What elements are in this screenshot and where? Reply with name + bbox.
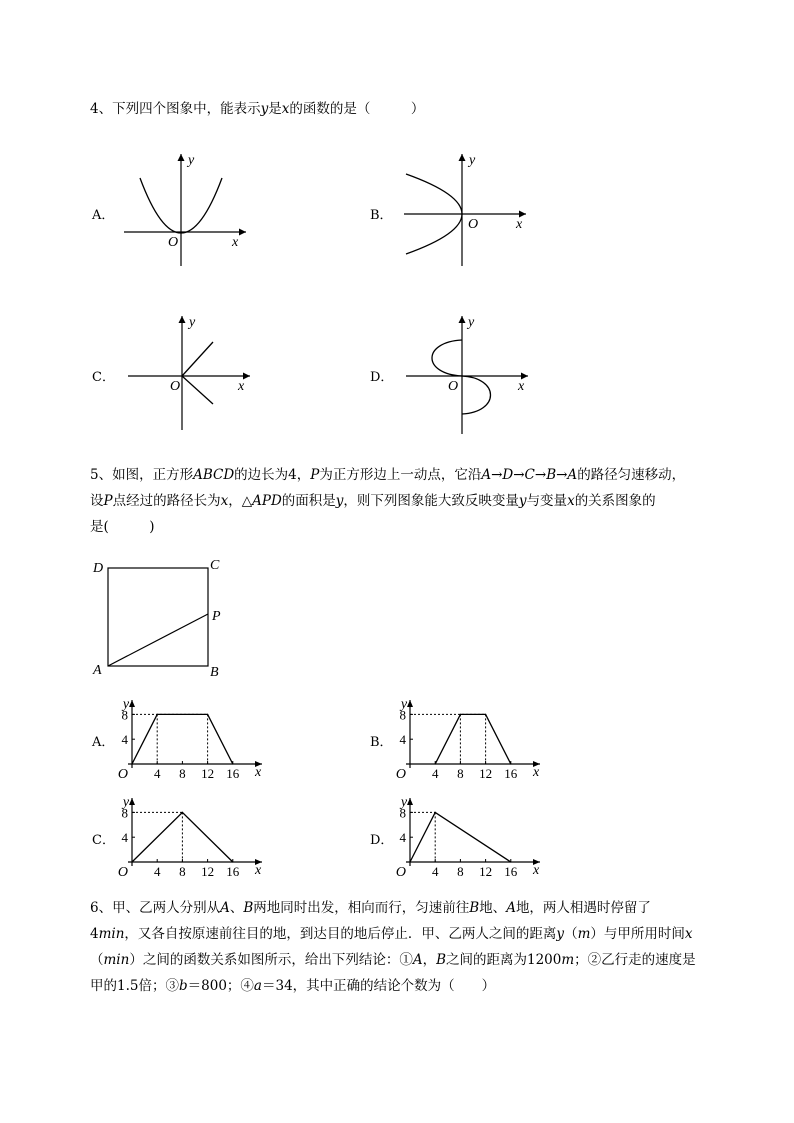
y-axis-label: y — [122, 795, 130, 810]
vertex-d-label: D — [93, 561, 104, 576]
x-axis-label: x — [533, 765, 540, 780]
data-point-1 — [157, 714, 158, 715]
q4-option-b-label: B． — [370, 208, 393, 223]
data-point-0 — [409, 861, 410, 862]
data-point-0 — [131, 861, 132, 862]
y-axis-arrow — [178, 154, 185, 161]
q5-square-figure — [88, 556, 228, 680]
x-tick-label-8: 8 — [457, 766, 464, 781]
segment-ap — [108, 614, 208, 666]
x-tick-label-8: 8 — [179, 864, 186, 879]
q5-chart-b — [390, 696, 550, 782]
x-tick-label-12: 12 — [201, 864, 215, 879]
x-axis-label: x — [255, 863, 262, 878]
question-4-stem: 4、下列四个图象中，能表示y是x的函数的是（ ） — [90, 101, 425, 117]
vertex-b-label: B — [210, 665, 219, 680]
x-axis-label: x — [255, 765, 262, 780]
q6-line-4: 甲的1.5倍；③b＝800；④a＝34，其中正确的结论个数为（ ） — [90, 978, 496, 994]
origin-label: O — [448, 379, 459, 394]
q6-line-3: （min）之间的函数关系如图所示，给出下列结论：①A，B之间的距离为1200m；②乙行走的速度是 — [90, 952, 696, 968]
y-tick-label-8: 8 — [399, 805, 406, 821]
q5-line-2: 设P点经过的路径长为x，△APD的面积是y，则下列图象能大致反映变量y与变量x的关系图象的 — [90, 493, 656, 509]
x-tick-label-4: 4 — [153, 766, 161, 781]
data-point-1 — [435, 812, 436, 813]
q4-option-a-label: A． — [92, 208, 115, 223]
q5-chart-c — [112, 794, 272, 880]
y-tick-label-4: 4 — [399, 830, 406, 846]
vertex-a-label: A — [93, 663, 102, 678]
y-axis-arrow — [459, 316, 466, 323]
y-axis-arrow — [407, 700, 413, 707]
question-5-stem — [90, 462, 750, 540]
origin-label: O — [117, 767, 128, 782]
data-point-2 — [207, 714, 208, 715]
x-axis-arrow — [239, 229, 246, 236]
y-axis-arrow — [407, 798, 413, 805]
x-tick-label-4: 4 — [153, 864, 161, 879]
q6-number: 6、 — [90, 900, 113, 916]
y-axis-arrow — [459, 154, 466, 161]
q5-chart-d — [390, 794, 550, 880]
y-axis-label: y — [122, 697, 130, 712]
y-tick-label-4: 4 — [399, 732, 406, 748]
x-tick-label-4: 4 — [431, 766, 439, 781]
origin-label: O — [395, 865, 406, 880]
x-tick-label-4: 4 — [431, 864, 439, 879]
q5-line-1: 5、如图，正方形ABCD的边长为4，P为正方形边上一动点，它沿A→D→C→B→A的路径匀速移动， — [90, 467, 686, 483]
x-tick-label-8: 8 — [457, 864, 464, 879]
x-tick-label-12: 12 — [479, 864, 493, 879]
x-tick-label-12: 12 — [201, 766, 215, 781]
series-line — [410, 812, 511, 862]
x-tick-label-8: 8 — [179, 766, 186, 781]
q5-number: 5、 — [90, 467, 113, 483]
q6-line-2: 4min，又各自按原速前往目的地，到达目的地后停止．甲、乙两人之间的距离y（m）与甲所用时间x — [90, 926, 693, 942]
q5-line-3: 是( ) — [90, 519, 155, 535]
origin-label: O — [395, 767, 406, 782]
y-axis-label: y — [400, 697, 408, 712]
lower-ray — [182, 376, 213, 404]
q4-graph-b — [400, 148, 530, 268]
x-axis-label: x — [518, 379, 525, 394]
q5-option-d-label: D． — [370, 833, 394, 848]
data-point-0 — [131, 763, 132, 764]
s-curve — [432, 340, 491, 414]
q4-graph-a — [120, 148, 250, 268]
y-axis-arrow — [179, 316, 186, 323]
q5-option-b-label: B． — [370, 735, 393, 750]
x-tick-label-16: 16 — [504, 864, 518, 879]
y-axis-label: y — [400, 795, 408, 810]
q4-graph-d — [402, 312, 532, 437]
x-tick-label-12: 12 — [479, 766, 493, 781]
q4-option-c-label: C． — [92, 370, 115, 385]
origin-label: O — [170, 379, 181, 394]
y-axis-label: y — [468, 315, 475, 330]
x-axis-label: x — [533, 863, 540, 878]
data-point-0 — [435, 763, 436, 764]
vertex-c-label: C — [210, 558, 220, 573]
upper-ray — [182, 342, 213, 376]
x-axis-label: x — [238, 379, 245, 394]
x-tick-label-16: 16 — [226, 766, 240, 781]
y-tick-label-4: 4 — [121, 732, 128, 748]
q5-option-c-label: C． — [92, 833, 115, 848]
y-axis-label: y — [188, 153, 195, 168]
point-p-label: P — [212, 609, 221, 624]
series-line — [435, 714, 511, 764]
data-point-1 — [460, 714, 461, 715]
data-point-2 — [510, 861, 511, 862]
question-6-stem — [90, 895, 750, 999]
y-tick-label-8: 8 — [121, 707, 128, 723]
q5-chart-a — [112, 696, 272, 782]
y-tick-label-4: 4 — [121, 830, 128, 846]
q4-option-d-label: D． — [370, 370, 394, 385]
q6-line-1: 6、甲、乙两人分别从A、B两地同时出发，相向而行，匀速前往B地、A地，两人相遇时停留了 — [90, 900, 651, 916]
q4-graph-c — [124, 312, 254, 432]
data-point-2 — [232, 861, 233, 862]
data-point-3 — [232, 763, 233, 764]
y-tick-label-8: 8 — [399, 707, 406, 723]
y-tick-label-8: 8 — [121, 805, 128, 821]
data-point-1 — [182, 812, 183, 813]
y-axis-label: y — [469, 153, 476, 168]
square-abcd — [108, 568, 208, 666]
x-tick-label-16: 16 — [226, 864, 240, 879]
data-point-3 — [510, 763, 511, 764]
x-axis-label: x — [232, 235, 239, 250]
y-axis-arrow — [129, 798, 135, 805]
y-axis-label: y — [189, 315, 196, 330]
data-point-2 — [485, 714, 486, 715]
q5-option-a-label: A． — [92, 735, 115, 750]
y-axis-arrow — [129, 700, 135, 707]
origin-label: O — [168, 235, 179, 250]
x-tick-label-16: 16 — [504, 766, 518, 781]
x-axis-label: x — [516, 217, 523, 232]
origin-label: O — [468, 217, 479, 232]
origin-label: O — [117, 865, 128, 880]
q4-number: 4、 — [90, 101, 113, 117]
series-line — [132, 714, 233, 764]
